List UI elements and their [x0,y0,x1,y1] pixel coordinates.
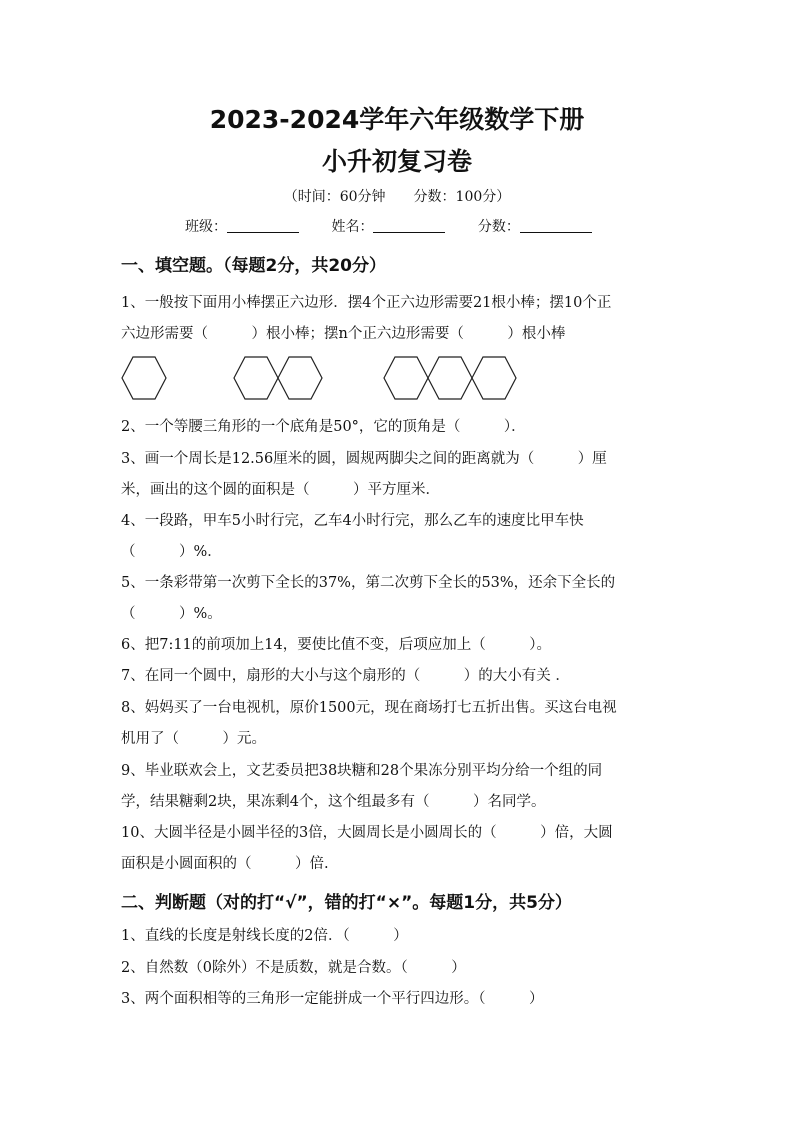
question-line: 2、一个等腰三角形的一个底角是50°，它的顶角是（ ）． [121,419,526,435]
question-line: 8、妈妈买了一台电视机，原价1500元，现在商场打七五折出售。买这台电视 [121,700,617,716]
question-line: 2、自然数（0除外）不是质数，就是合数。（ ） [121,960,466,976]
question-line: 7、在同一个圆中，扇形的大小与这个扇形的（ ）的大小有关 ． [121,668,570,684]
class-blank[interactable] [227,218,299,233]
hexagon-icon [234,357,278,399]
name-blank[interactable] [373,218,445,233]
score-field [478,216,592,236]
question-line: 3、两个面积相等的三角形一定能拼成一个平行四边形。（ ） [121,991,544,1007]
student-fields [185,216,620,236]
score-blank[interactable] [520,218,592,233]
hexagon-icon [278,357,322,399]
hexagon-icon [472,357,516,399]
section-2-heading: 二、判断题（对的打“√”，错的打“×”。每题1分，共5分） [121,893,572,913]
hexagon-group-2 [234,357,322,399]
hexagon-group-3 [384,357,516,399]
question-line: 机用了（ ）元。 [121,731,266,747]
question-line: 9、毕业联欢会上，文艺委员把38块糖和28个果冻分别平均分给一个组的同 [121,763,603,779]
question-line: 5、一条彩带第一次剪下全长的37%，第二次剪下全长的53%，还余下全长的 [121,575,616,591]
section-1-heading: 一、填空题。（每题2分，共20分） [121,256,386,276]
question-line: 10、大圆半径是小圆半径的3倍，大圆周长是小圆周长的（ ）倍，大圆 [121,825,613,841]
page-subtitle: 小升初复习卷 [321,147,472,176]
hexagon-figure [118,352,518,408]
class-label: 班级： [185,219,227,235]
question-line: 1、直线的长度是射线长度的2倍．（ ） [121,928,408,944]
question-line: 米，画出的这个圆的面积是（ ）平方厘米． [121,482,440,498]
name-label: 姓名： [331,219,374,235]
question-line: 面积是小圆面积的（ ）倍. [121,856,329,872]
question-line: （ ）%。 [121,606,222,622]
hexagon-icon [122,357,166,399]
question-line: 4、一段路，甲车5小时行完，乙车4小时行完，那么乙车的速度比甲车快 [121,513,584,529]
hexagon-icon [428,357,472,399]
exam-info: （时间：60分钟 分数：100分） [283,189,511,205]
question-line: 6、把7:11的前项加上14，要使比值不变，后项应加上（ ）。 [121,637,551,653]
score-label: 分数： [477,219,520,235]
question-line: 1、一般按下面用小棒摆正六边形．摆4个正六边形需要21根小棒；摆10个正 [121,295,612,311]
hexagon-icon [384,357,428,399]
question-line: 学，结果糖剩2块，果冻剩4个，这个组最多有（ ）名同学。 [121,794,546,810]
hexagon-group-1 [122,357,166,399]
class-field [185,216,299,236]
question-line: 3、画一个周长是12.56厘米的圆，圆规两脚尖之间的距离就为（ ）厘 [121,451,607,467]
question-line: 六边形需要（ ）根小棒；摆n个正六边形需要（ ）根小棒 [121,326,566,342]
name-field [331,216,445,236]
question-line: （ ）%． [121,544,222,560]
page-title: 2023-2024学年六年级数学下册 [209,105,585,134]
